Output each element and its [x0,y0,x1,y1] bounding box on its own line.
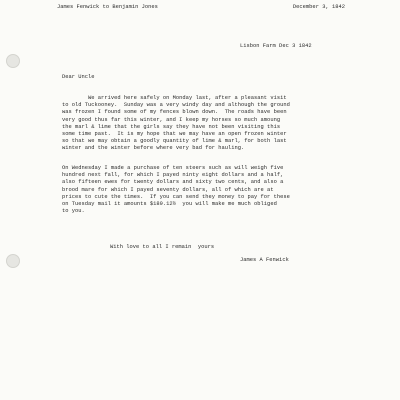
text-line: on Tuesday mail it amounts $189.12½ you will make me much obliged [62,201,277,208]
document-date: December 3, 1842 [292,4,345,10]
letter-salutation: Dear Uncle [62,74,95,80]
letter-paragraph-2 [62,165,362,215]
text-line: so that we may obtain a goodly quantity of lime & marl, for both last [62,138,287,145]
letter-place-date: Lisbon Farm Dec 3 1842 [240,43,312,49]
text-line: some time past. It is my hope that we may have an open frozen winter [62,131,287,138]
text-line: winter and the winter before where very bad for hauling. [62,145,245,152]
text-line: On Wednesday I made a purchase of ten steers such as will weigh five [62,165,284,171]
text-line: hundred next fall, for which I payed ninty eight dollars and a half, [62,172,284,179]
text-line: very good thus far this winter, and I keep my horses so much amoung [62,116,281,123]
text-line: brood mare for which I payed seventy dollars, all of which are at [62,186,274,193]
letter-closing: With love to all I remain yours [110,244,215,250]
letter-paragraph-1 [62,95,362,153]
document-title: James Fenwick to Benjamin Jones [57,4,158,10]
punch-hole [6,254,20,268]
text-line: was frozen I found some of my fences blown down. The roads have been [62,109,287,116]
letter-signature: James A Fenwick [240,257,289,263]
text-line: prices to cute the times. If you can send they money to pay for these [62,193,290,200]
text-line: to old Tuckooney. Sunday was a very windy day and although the ground [62,102,290,109]
text-line: to you. [62,208,85,215]
text-line: the marl & lime that the girls say they have not been visiting this [62,123,281,130]
text-line: also fifteen ewes for twenty dollars and sixty two cents, and also a [62,179,284,186]
punch-hole [6,54,20,68]
text-line: We arrived here safely on Monday last, after a pleasant visit [62,95,287,101]
